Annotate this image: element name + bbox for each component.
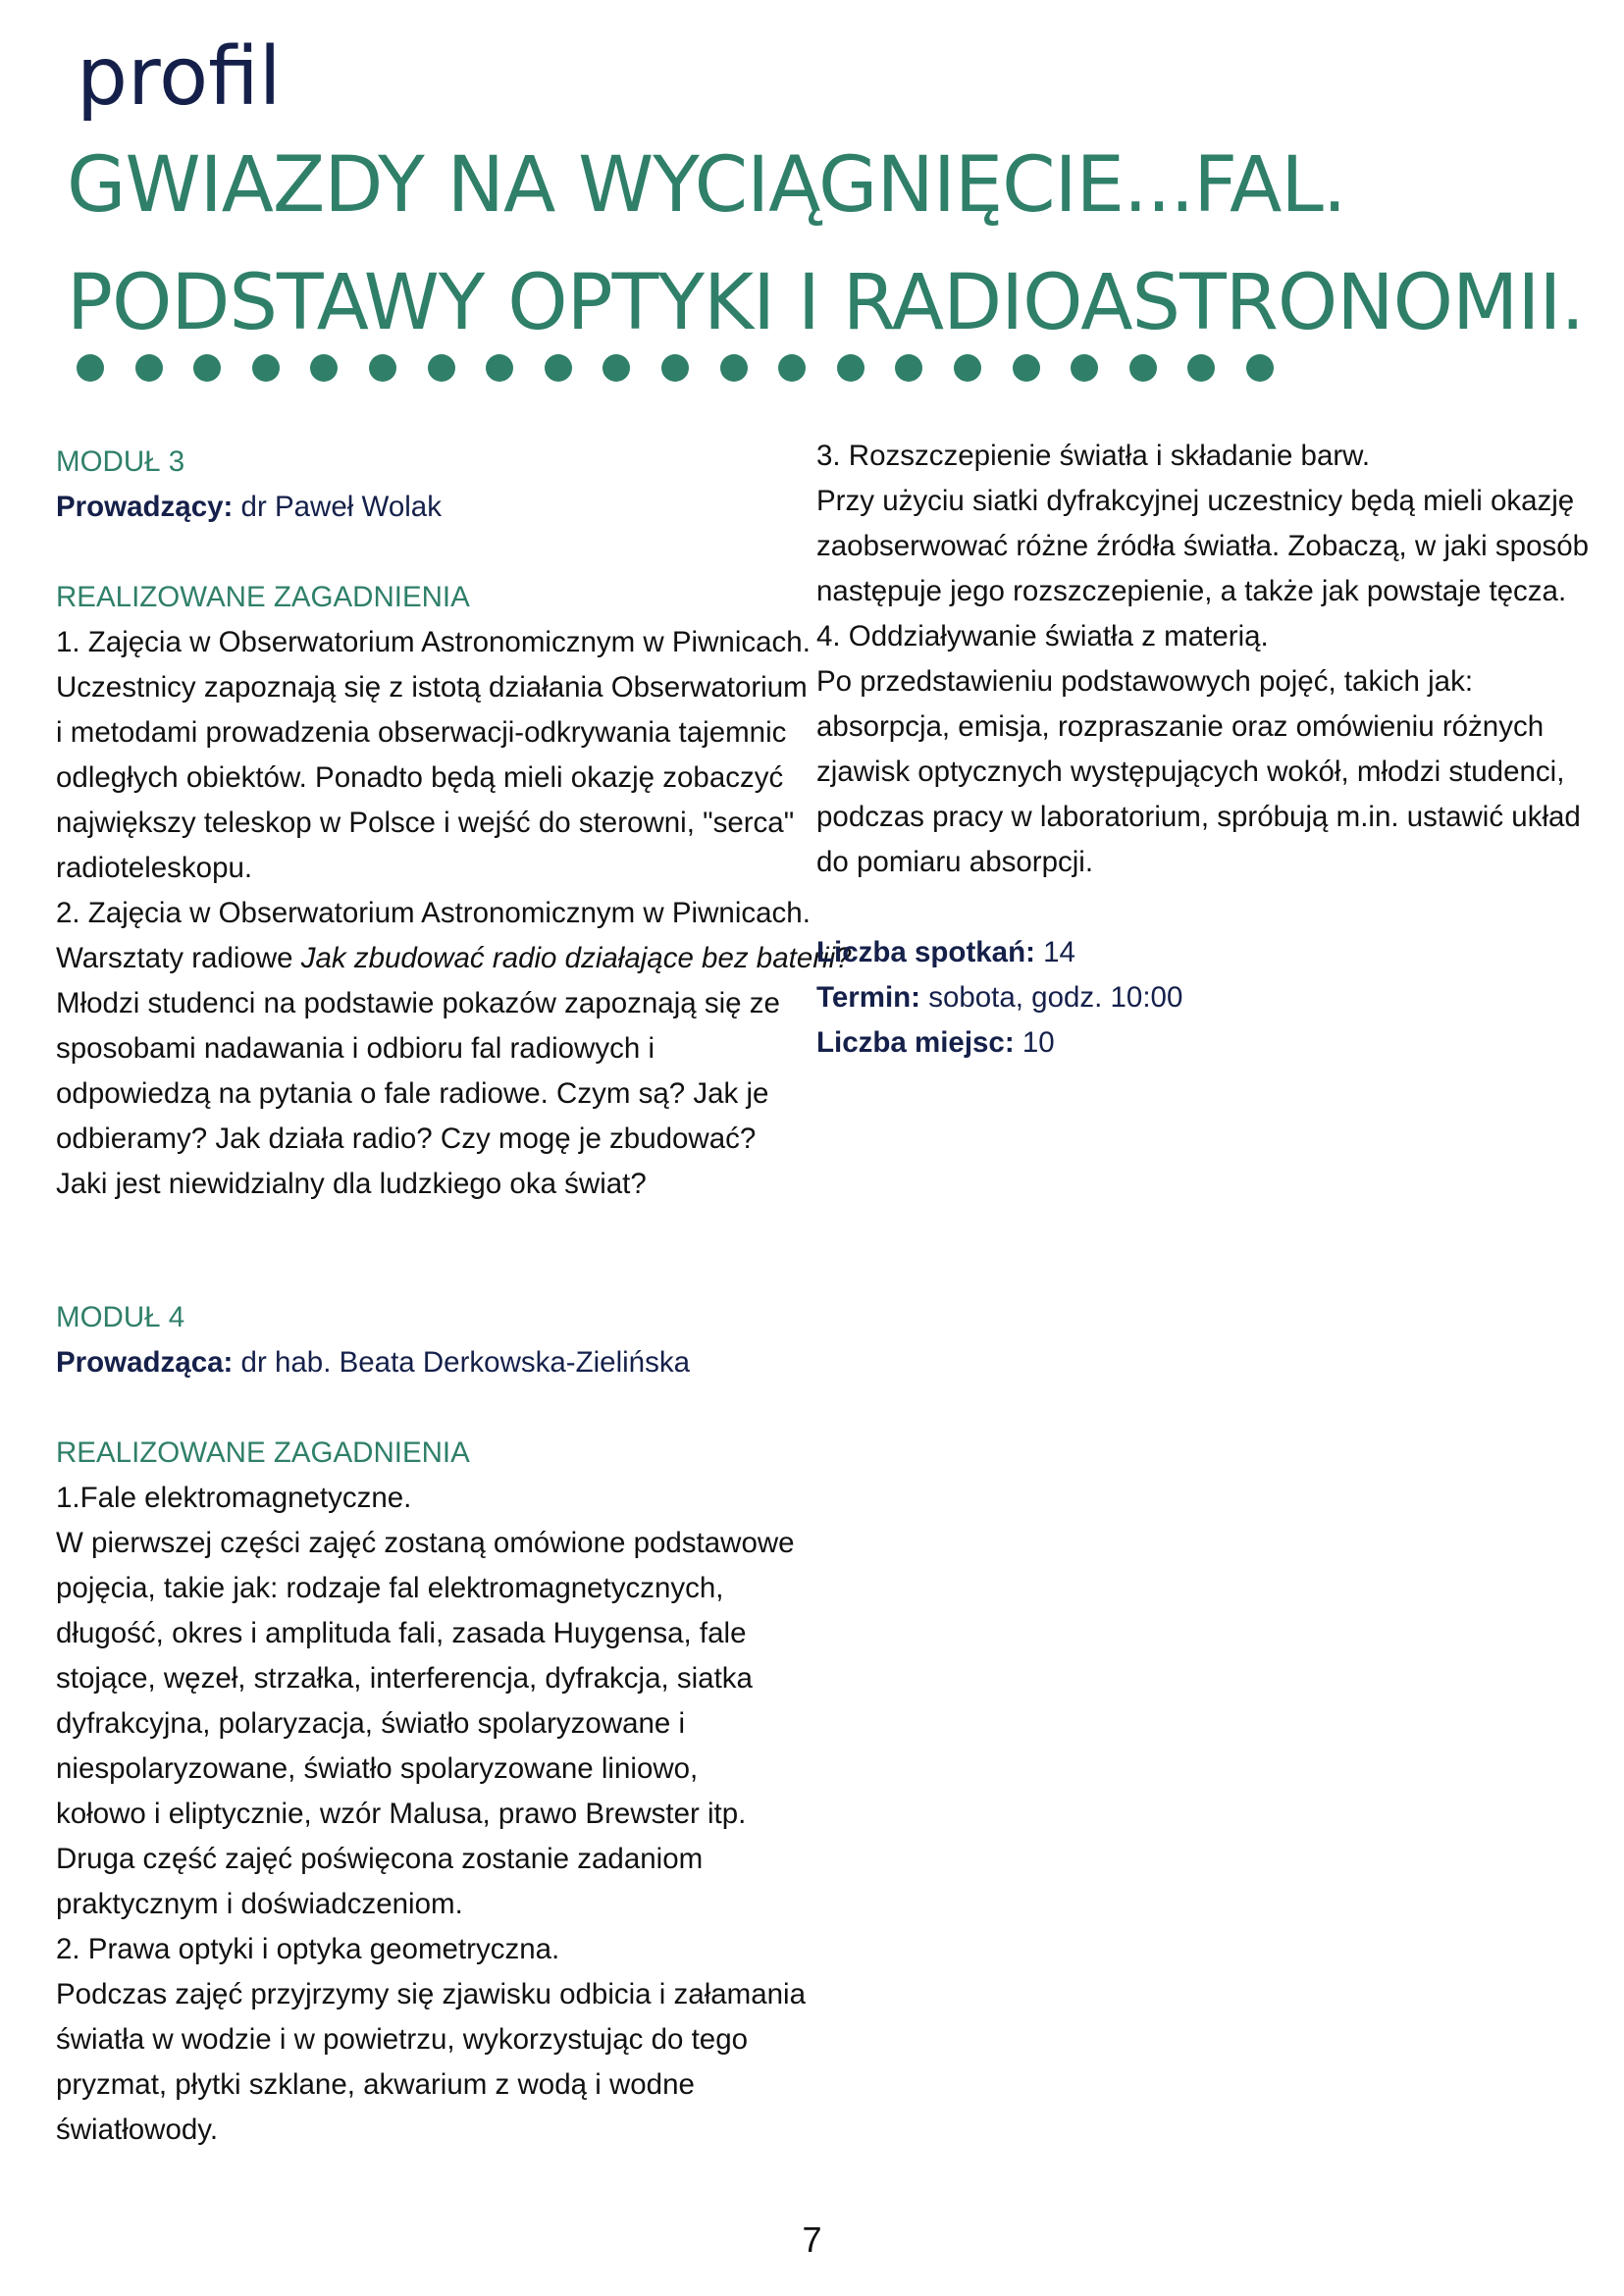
text-line: światłowody. — [56, 2113, 219, 2146]
divider-dot — [954, 354, 981, 382]
divider-dot — [1013, 354, 1040, 382]
text-line: następuje jego rozszczepienie, a także jak powstaje tęcza. — [816, 575, 1567, 607]
decorative-dot-divider — [77, 353, 1274, 383]
text-line: odległych obiektów. Ponadto będą mieli okazję zobaczyć — [56, 761, 784, 794]
seats-label: Liczba miejsc: — [816, 1026, 1015, 1059]
text-line: podczas pracy w laboratorium, spróbują m.in. ustawić układ — [816, 801, 1581, 833]
divider-dot — [602, 354, 630, 382]
module-4-topics-label: REALIZOWANE ZAGADNIENIA — [56, 1436, 470, 1469]
seats-value: 10 — [1022, 1026, 1055, 1059]
text-line: kołowo i eliptycznie, wzór Malusa, prawo Brewster itp. — [56, 1798, 747, 1830]
divider-dot — [720, 354, 748, 382]
divider-dot — [486, 354, 513, 382]
divider-dot — [77, 354, 104, 382]
text-line: i metodami prowadzenia obserwacji-odkrywania tajemnic — [56, 716, 787, 749]
text-line: Przy użyciu siatki dyfrakcyjnej uczestnicy będą mieli okazję — [816, 485, 1575, 517]
divider-dot — [1187, 354, 1215, 382]
divider-dot — [895, 354, 922, 382]
module-4-instructor — [56, 1340, 821, 1385]
divider-dot — [252, 354, 280, 382]
instructor-name: dr hab. Beata Derkowska-Zielińska — [240, 1346, 690, 1379]
text-line: Podczas zajęć przyjrzymy się zjawisku odbicia i załamania — [56, 1978, 807, 2010]
text-line: Druga część zajęć poświęcona zostanie zadaniom — [56, 1843, 704, 1875]
meetings-count — [816, 930, 1592, 975]
module-3-right-column — [816, 434, 1592, 1066]
text-line: odpowiedzą na pytania o fale radiowe. Czym są? Jak je — [56, 1077, 769, 1110]
instructor-name: dr Paweł Wolak — [240, 491, 442, 523]
divider-dot — [193, 354, 221, 382]
text-line: Młodzi studenci na podstawie pokazów zapoznają się ze — [56, 987, 780, 1019]
text-line: 2. Zajęcia w Obserwatorium Astronomicznym w Piwnicach. — [56, 897, 811, 929]
text-line: sposobami nadawania i odbioru fal radiowych i — [56, 1032, 655, 1065]
text-line: niespolaryzowane, światło spolaryzowane liniowo, — [56, 1752, 699, 1785]
module-3-left-column — [56, 440, 852, 1207]
text-line: największy teleskop w Polsce i wejść do sterowni, "serca" — [56, 807, 795, 839]
meetings-value: 14 — [1043, 936, 1075, 968]
text-line: odbieramy? Jak działa radio? Czy mogę je zbudować? — [56, 1122, 757, 1155]
divider-dot — [1246, 354, 1274, 382]
schedule-term — [816, 975, 1592, 1020]
divider-dot — [369, 354, 396, 382]
text-line: dyfrakcyjna, polaryzacja, światło spolaryzowane i — [56, 1707, 686, 1740]
text-line: pryzmat, płytki szklane, akwarium z wodą i wodne — [56, 2068, 695, 2101]
module-4-label: MODUŁ 4 — [56, 1301, 185, 1333]
text-line: 1.Fale elektromagnetyczne. — [56, 1482, 412, 1514]
text-line: zjawisk optycznych występujących wokół, młodzi studenci, — [816, 756, 1565, 788]
divider-dot — [1129, 354, 1157, 382]
text-line: 1. Zajęcia w Obserwatorium Astronomicznym w Piwnicach. — [56, 626, 811, 658]
text-line: absorpcja, emisja, rozpraszanie oraz omówieniu różnych — [816, 710, 1545, 743]
text-line: stojące, węzeł, strzałka, interferencja, dyfrakcja, siatka — [56, 1662, 753, 1695]
workshop-line — [56, 936, 852, 981]
text-line: zaobserwować różne źródła światła. Zobaczą, w jaki sposób — [816, 530, 1590, 562]
divider-dot — [310, 354, 338, 382]
module-3-label: MODUŁ 3 — [56, 445, 185, 478]
text-line: długość, okres i amplituda fali, zasada Huygensa, fale — [56, 1617, 747, 1649]
instructor-label: Prowadzący: — [56, 491, 234, 523]
text-line: radioteleskopu. — [56, 852, 253, 884]
divider-dot — [545, 354, 572, 382]
text-line: Po przedstawieniu podstawowych pojęć, takich jak: — [816, 665, 1474, 698]
meetings-label: Liczba spotkań: — [816, 936, 1035, 968]
text-line: 2. Prawa optyki i optyka geometryczna. — [56, 1933, 560, 1965]
module-3-instructor — [56, 485, 821, 530]
divider-dot — [428, 354, 455, 382]
module-4-column — [56, 1295, 821, 2153]
page-number: 7 — [802, 2219, 822, 2260]
divider-dot — [661, 354, 689, 382]
module-3-topics-label: REALIZOWANE ZAGADNIENIA — [56, 581, 470, 613]
divider-dot — [1071, 354, 1098, 382]
text-line: 4. Oddziaływanie światła z materią. — [816, 620, 1269, 652]
text-line: pojęcia, takie jak: rodzaje fal elektromagnetycznych, — [56, 1572, 724, 1604]
instructor-label: Prowadząca: — [56, 1346, 234, 1379]
term-label: Termin: — [816, 981, 920, 1014]
workshop-prefix: Warsztaty radiowe — [56, 942, 301, 974]
divider-dot — [135, 354, 163, 382]
text-line: Uczestnicy zapoznają się z istotą działania Obserwatorium — [56, 671, 808, 704]
text-line: praktycznym i doświadczeniom. — [56, 1888, 463, 1920]
section-tag: profil — [77, 30, 282, 124]
text-line: W pierwszej części zajęć zostaną omówione podstawowe — [56, 1527, 795, 1559]
term-value: sobota, godz. 10:00 — [928, 981, 1183, 1014]
divider-dot — [837, 354, 864, 382]
text-line: Jaki jest niewidzialny dla ludzkiego oka świat? — [56, 1168, 647, 1200]
text-line: 3. Rozszczepienie światła i składanie barw. — [816, 440, 1371, 472]
text-line: światła w wodzie i w powietrzu, wykorzystując do tego — [56, 2023, 749, 2056]
seats-count — [816, 1020, 1592, 1066]
page-title-line-1: GWIAZDY NA WYCIĄGNIĘCIE...FAL. — [67, 141, 1346, 230]
divider-dot — [778, 354, 806, 382]
text-line: do pomiaru absorpcji. — [816, 846, 1094, 878]
workshop-title: Jak zbudować radio działające bez baterii? — [300, 942, 852, 974]
page-title-line-2: PODSTAWY OPTYKI I RADIOASTRONOMII. — [67, 259, 1585, 347]
